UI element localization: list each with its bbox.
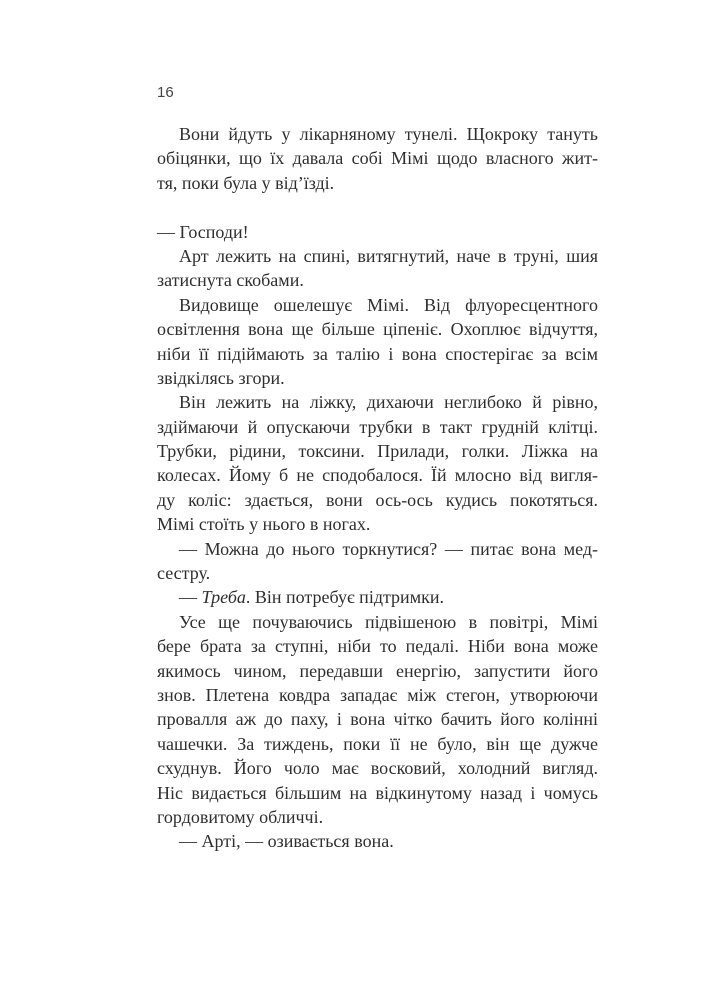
- text-line: колесах. Йому б не сподобалося. Їй млосно від вигля-: [157, 465, 598, 486]
- page-number: 16: [157, 84, 174, 101]
- italic-word: Треба: [201, 587, 246, 608]
- text-line: Вони йдуть у лікарняному тунелі. Щокроку тануть: [179, 124, 598, 144]
- text-line: гордовитому обличчі.: [157, 806, 324, 827]
- text-line: Видовище ошелешує Мімі. Від флуоресцентного: [179, 294, 598, 315]
- text-line: здіймаючи й опускаючи трубки в такт грудній клітці.: [157, 416, 598, 437]
- text-line: Арт лежить на спині, витягнутий, наче в труні, шия: [179, 245, 598, 266]
- text-line: провалля аж до паху, і вона чітко бачить його колінні: [157, 709, 598, 730]
- text-line: затиснута скобами.: [157, 270, 304, 291]
- text-line-treba: [157, 585, 598, 609]
- text-line: бере брата за ступні, ніби то педалі. Ніби вона може: [157, 636, 598, 657]
- text-line: Ніс видається більшим на відкинутому назад і чомусь: [157, 782, 598, 803]
- text-line: чашечки. За тиждень, поки її не було, він ще дужче: [157, 733, 598, 754]
- text-line: — Господи!: [157, 221, 249, 242]
- text-line: освітлення вона ще більше ціпеніє. Охоплює відчуття,: [157, 319, 598, 340]
- text-line: схуднув. Його чоло має восковий, холодний вигляд.: [157, 758, 598, 779]
- text-line: — Можна до нього торкнутися? — питає вона мед-: [179, 538, 598, 559]
- page-body: [157, 122, 598, 854]
- text-line: Трубки, рідини, токсини. Прилади, голки. Ліжка на: [157, 441, 598, 462]
- text-line: ду коліс: здається, вони ось-ось кудись покотяться.: [157, 489, 598, 510]
- text-line: тя, поки була у від’їзді.: [157, 172, 335, 193]
- text-line: ніби її підіймають за талію і вона спостерігає за всім: [157, 343, 598, 364]
- text-line: Усе ще почуваючись підвішеною в повітрі, Мімі: [179, 611, 598, 632]
- text-line: сестру.: [157, 563, 211, 584]
- text-line: обіцянки, що їх давала собі Мімі щодо власного жит-: [157, 148, 598, 169]
- text-line: Мімі стоїть у нього в ногах.: [157, 514, 371, 535]
- text-line: — Арті, — озивається вона.: [179, 831, 394, 852]
- line-rest: . Він потребує підтримки.: [245, 587, 444, 608]
- text-line: знов. Плетена ковдра западає між стегон, утворюючи: [157, 684, 598, 705]
- text-line: Він лежить на ліжку, дихаючи неглибоко й рівно,: [179, 392, 598, 413]
- section-break: [157, 195, 598, 219]
- text-line: якимось чином, передавши енергію, запустити його: [157, 660, 598, 681]
- text-line: звідкілясь згори.: [157, 367, 285, 388]
- dash: —: [179, 587, 202, 608]
